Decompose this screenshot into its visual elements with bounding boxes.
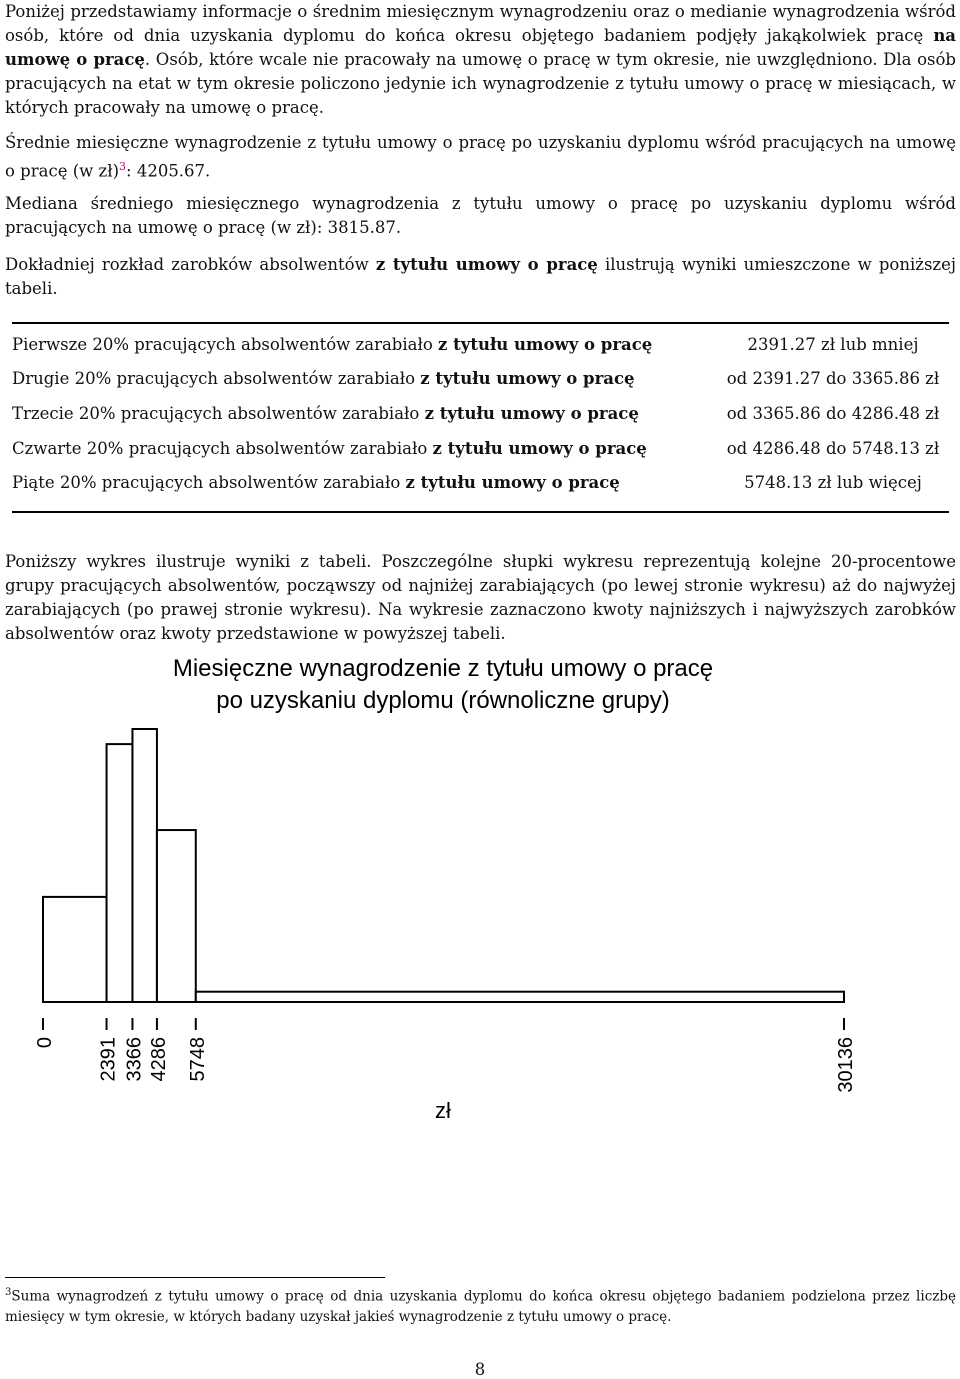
footnote-mark: 3 — [5, 1287, 12, 1298]
table-row-label — [12, 369, 635, 388]
table-row-value: 5748.13 zł lub więcej — [744, 473, 922, 492]
table-row-label-text: Pierwsze 20% pracujących absolwentów zarabiało — [12, 335, 439, 354]
intro-p2-text-b: : 4205.67. — [126, 161, 211, 181]
intro-paragraph-3 — [5, 192, 956, 240]
x-tick-label: 2391 — [97, 1037, 120, 1082]
x-tick-label: 30136 — [835, 1037, 857, 1093]
chart-title-line-2: po uzyskaniu dyplomu (równoliczne grupy) — [216, 687, 670, 714]
table-row — [12, 473, 948, 497]
histogram-bar — [132, 729, 156, 1002]
table-row-label — [12, 439, 647, 458]
intro-p4-text-a: Dokładniej rozkład zarobków absolwentów — [5, 255, 376, 274]
table-row-label-text: Drugie 20% pracujących absolwentów zarabiało — [12, 369, 421, 388]
intro-p1-bold: na umowę o pracę — [5, 26, 956, 69]
table-top-rule — [12, 322, 949, 324]
table-row-value: od 4286.48 do 5748.13 zł — [726, 439, 940, 458]
table-row-label — [12, 335, 652, 354]
table-row-label — [12, 473, 620, 492]
table-row-label-text: Trzecie 20% pracujących absolwentów zarabiało — [12, 404, 425, 423]
salary-histogram-chart — [0, 700, 960, 1140]
table-row-label-text: Czwarte 20% pracujących absolwentów zarabiało — [12, 439, 433, 458]
intro-paragraph-1 — [5, 0, 956, 120]
chart-intro-text: Poniższy wykres ilustruje wyniki z tabeli. Poszczególne słupki wykresu reprezentują kolejne 20-procentowe grupy pracujących absolwentów, począwszy od najniżej zarabiających (po lewej stronie wykresu) aż do najwyżej zarabiających (po prawej stronie wykresu). Na wykresie zaznaczono kwoty najniższych i najwyższych zarobków absolwentów oraz kwoty przedstawione w powyższej tabeli. — [5, 552, 956, 643]
intro-paragraph-2 — [5, 131, 956, 184]
table-row — [12, 439, 948, 463]
table-row — [12, 335, 948, 359]
footnote-rule — [5, 1277, 385, 1278]
x-tick-label: 0 — [34, 1037, 56, 1049]
table-row-label-bold: z tytułu umowy o pracę — [424, 404, 639, 423]
intro-p1-text-a: Poniżej przedstawiamy informacje o średnim miesięcznym wynagrodzeniu oraz o medianie wynagrodzenia wśród osób, które od dnia uzyskania dyplomu do końca okresu objętego badaniem podjęły jakąkolwiek pracę — [5, 2, 956, 45]
table-row-label-bold: z tytułu umowy o pracę — [438, 335, 653, 354]
chart-title-line-1: Miesięczne wynagrodzenie z tytułu umowy o pracę — [172, 655, 714, 682]
table-row — [12, 404, 948, 428]
histogram-bar — [157, 830, 196, 1002]
table-row-label-bold: z tytułu umowy o pracę — [405, 473, 620, 492]
histogram-bar — [43, 897, 107, 1002]
chart-bars — [43, 729, 844, 1002]
chart-x-ticks — [34, 1018, 857, 1093]
table-row — [12, 369, 948, 393]
chart-intro-paragraph — [5, 550, 956, 646]
table-row-label-bold: z tytułu umowy o pracę — [432, 439, 647, 458]
table-row-value: 2391.27 zł lub mniej — [747, 335, 919, 354]
intro-paragraph-4 — [5, 253, 956, 301]
table-row-value: od 3365.86 do 4286.48 zł — [726, 404, 940, 423]
footnote — [5, 1283, 956, 1327]
intro-p1-text-b: . Osób, które wcale nie pracowały na umowę o pracę w tym okresie, nie uwzględniono. Dla osób pracujących na etat w tym okresie policzono jedynie ich wynagrodzenie z tytułu umowy o pracę w miesiącach, w których pracowały na umowę o pracę. — [5, 50, 956, 117]
chart-x-axis-label: zł — [435, 1098, 451, 1123]
table-row-label-bold: z tytułu umowy o pracę — [420, 369, 635, 388]
table-row-label — [12, 404, 639, 423]
histogram-bar — [196, 992, 844, 1002]
footnote-ref[interactable]: 3 — [119, 160, 127, 173]
footnote-text: Suma wynagrodzeń z tytułu umowy o pracę od dnia uzyskania dyplomu do końca okresu objętego badaniem podzielona przez liczbę miesięcy w tym okresie, w których badany uzyskał jakieś wynagrodzenie z tytułu umowy o pracę. — [5, 1288, 956, 1325]
intro-p4-bold: z tytułu umowy o pracę — [375, 255, 598, 274]
table-row-value: od 2391.27 do 3365.86 zł — [726, 369, 940, 388]
x-tick-label: 5748 — [186, 1037, 209, 1082]
page-number: 8 — [474, 1360, 486, 1379]
table-row-label-text: Piąte 20% pracujących absolwentów zarabiało — [12, 473, 406, 492]
intro-p4-text-b: ilustrują wyniki umieszczone w poniższej tabeli. — [5, 255, 957, 298]
intro-p2-text-a: Średnie miesięczne wynagrodzenie z tytułu umowy o pracę po uzyskaniu dyplomu wśród pracujących na umowę o pracę (w zł) — [5, 133, 956, 181]
x-tick-label: 3366 — [123, 1037, 146, 1082]
table-bottom-rule — [12, 511, 949, 513]
histogram-bar — [107, 744, 133, 1002]
x-tick-label: 4286 — [147, 1037, 170, 1082]
intro-p3-text: Mediana średniego miesięcznego wynagrodzenia z tytułu umowy o pracę po uzyskaniu dyplomu wśród pracujących na umowę o pracę (w zł): 3815.87. — [5, 194, 956, 237]
